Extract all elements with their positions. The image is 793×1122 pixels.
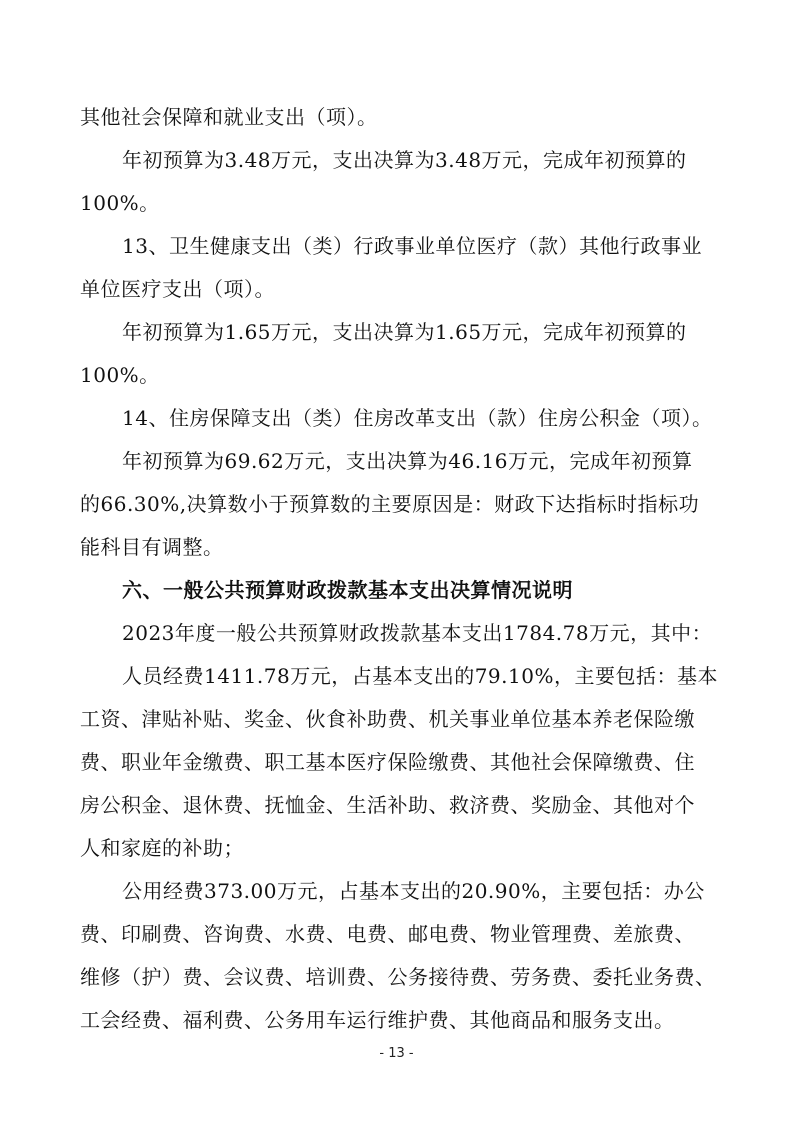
section-heading: 六、一般公共预算财政拨款基本支出决算情况说明 [122, 578, 573, 602]
text-line: 14、住房保障支出（类）住房改革支出（款）住房公积金（项）。 [122, 406, 713, 430]
text-line: 维修（护）费、会议费、培训费、公务接待费、劳务费、委托业务费、 [80, 965, 716, 989]
text-line: 100%。 [80, 191, 160, 215]
text-line: 2023年度一般公共预算财政拨款基本支出1784.78万元，其中： [122, 621, 713, 645]
text-line: 工会经费、福利费、公务用车运行维护费、其他商品和服务支出。 [80, 1008, 675, 1032]
text-line: 年初预算为69.62万元，支出决算为46.16万元，完成年初预算 [122, 449, 693, 473]
text-line: 能科目有调整。 [80, 535, 224, 559]
text-line: 100%。 [80, 363, 160, 387]
text-line: 的66.30%,决算数小于预算数的主要原因是：财政下达指标时指标功 [80, 492, 700, 516]
page-number: - 13 - [379, 1046, 414, 1061]
text-line: 人员经费1411.78万元，占基本支出的79.10%，主要包括：基本 [122, 664, 718, 688]
text-line: 公用经费373.00万元，占基本支出的20.90%，主要包括：办公 [122, 879, 705, 903]
text-line: 其他社会保障和就业支出（项）。 [80, 105, 378, 129]
text-line: 费、职业年金缴费、职工基本医疗保险缴费、其他社会保障缴费、住 [80, 750, 695, 774]
text-line: 年初预算为3.48万元，支出决算为3.48万元，完成年初预算的 [122, 148, 687, 172]
text-line: 13、卫生健康支出（类）行政事业单位医疗（款）其他行政事业 [122, 234, 702, 258]
text-line: 单位医疗支出（项）。 [80, 277, 275, 301]
text-line: 年初预算为1.65万元，支出决算为1.65万元，完成年初预算的 [122, 320, 687, 344]
text-line: 房公积金、退休费、抚恤金、生活补助、救济费、奖励金、其他对个 [80, 793, 695, 817]
text-line: 工资、津贴补贴、奖金、伙食补助费、机关事业单位基本养老保险缴 [80, 707, 695, 731]
text-line: 人和家庭的补助； [80, 836, 244, 860]
text-line: 费、印刷费、咨询费、水费、电费、邮电费、物业管理费、差旅费、 [80, 922, 695, 946]
